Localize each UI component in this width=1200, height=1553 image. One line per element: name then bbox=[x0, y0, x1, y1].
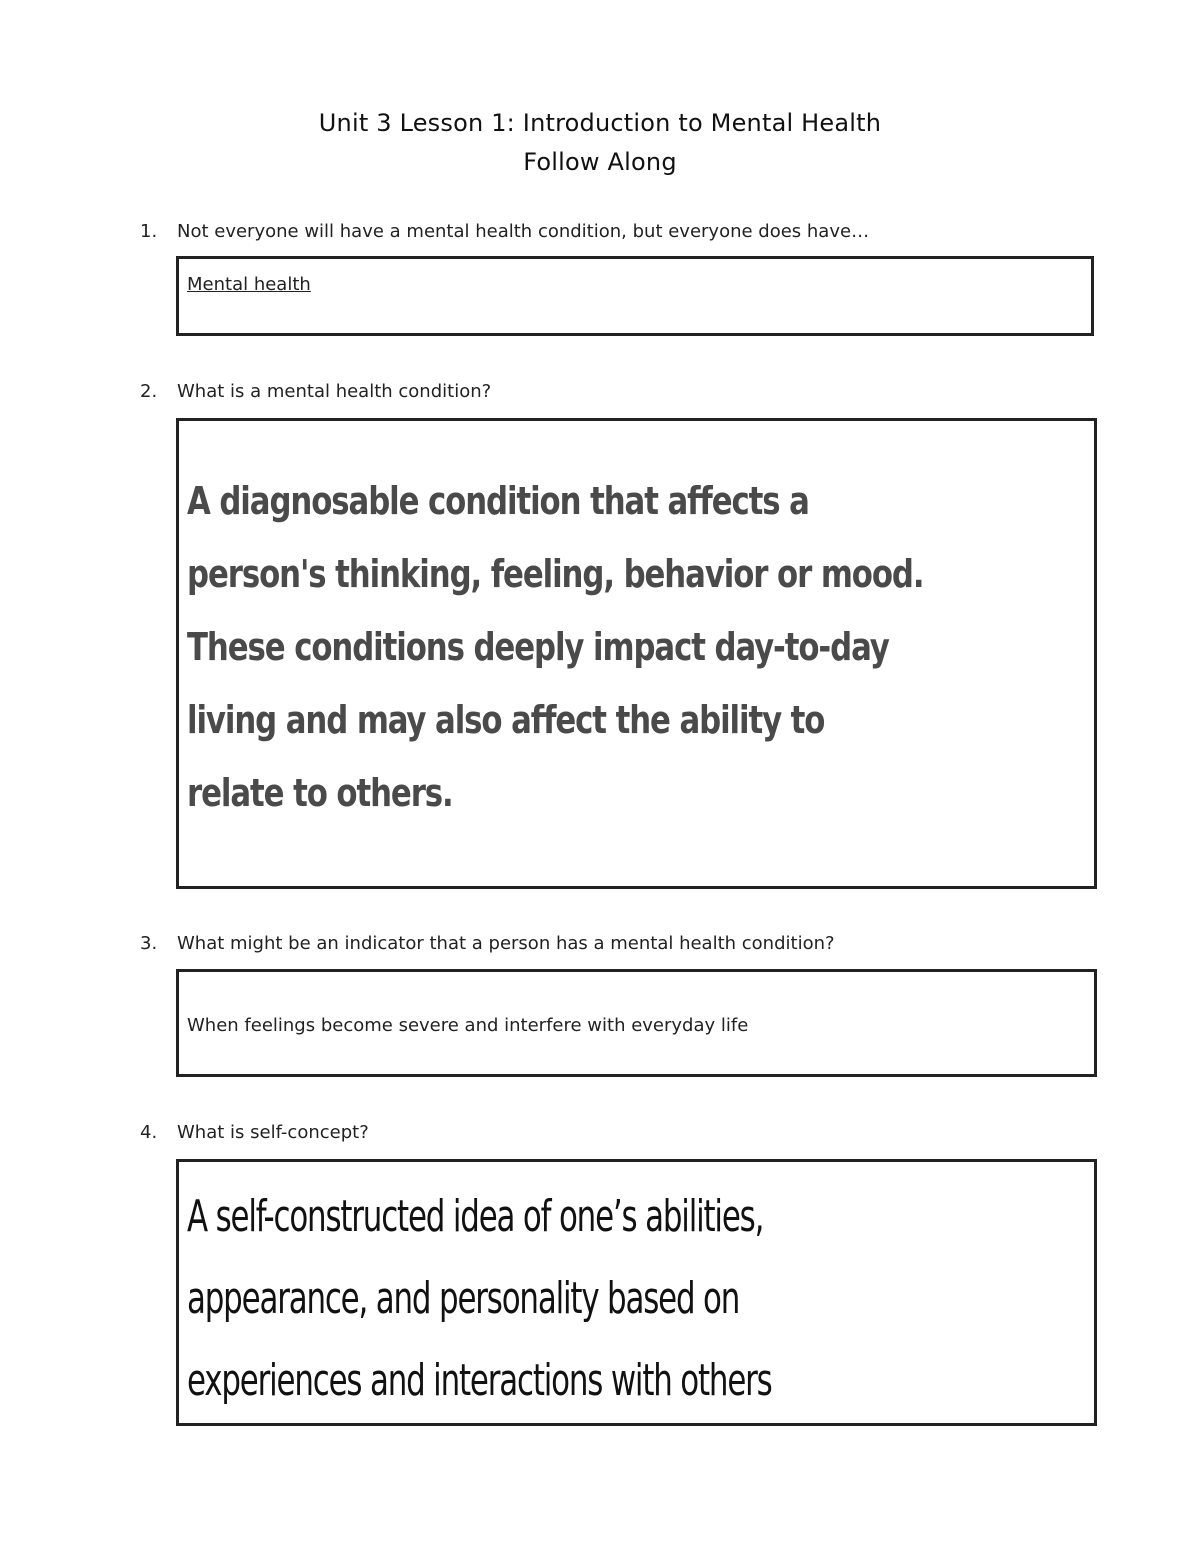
answer-3-text: When feelings become severe and interfere with everyday life bbox=[187, 1015, 749, 1036]
page-title: Unit 3 Lesson 1: Introduction to Mental Health bbox=[318, 109, 882, 137]
page-subtitle: Follow Along bbox=[523, 148, 677, 176]
answer-4-line: appearance, and personality based on bbox=[187, 1273, 740, 1324]
answer-4-line: experiences and interactions with others bbox=[187, 1355, 772, 1406]
question-1-number: 1. bbox=[140, 221, 158, 242]
question-3-prompt: What might be an indicator that a person has a mental health condition? bbox=[177, 933, 835, 954]
answer-2-line: living and may also affect the ability to bbox=[187, 698, 825, 742]
answer-2-box[interactable] bbox=[176, 418, 1097, 889]
answer-2-line: person's thinking, feeling, behavior or mood. bbox=[187, 552, 924, 596]
answer-1-box[interactable] bbox=[176, 256, 1094, 336]
question-4-prompt: What is self-concept? bbox=[177, 1122, 369, 1143]
answer-4-box[interactable] bbox=[176, 1159, 1097, 1426]
answer-2-text bbox=[187, 465, 1096, 830]
answer-1-text: Mental health bbox=[187, 274, 311, 295]
question-2-prompt: What is a mental health condition? bbox=[177, 381, 492, 402]
question-1-prompt: Not everyone will have a mental health condition, but everyone does have… bbox=[177, 221, 870, 242]
answer-4-line: A self-constructed idea of one’s abilities, bbox=[187, 1191, 764, 1242]
answer-2-line: These conditions deeply impact day-to-day bbox=[187, 625, 889, 669]
question-3-number: 3. bbox=[140, 933, 158, 954]
answer-3-box[interactable] bbox=[176, 969, 1097, 1077]
question-4-number: 4. bbox=[140, 1122, 158, 1143]
answer-2-line: A diagnosable condition that affects a bbox=[187, 479, 809, 523]
answer-4-text bbox=[187, 1176, 1084, 1422]
answer-2-line: relate to others. bbox=[187, 771, 453, 815]
question-2-number: 2. bbox=[140, 381, 158, 402]
